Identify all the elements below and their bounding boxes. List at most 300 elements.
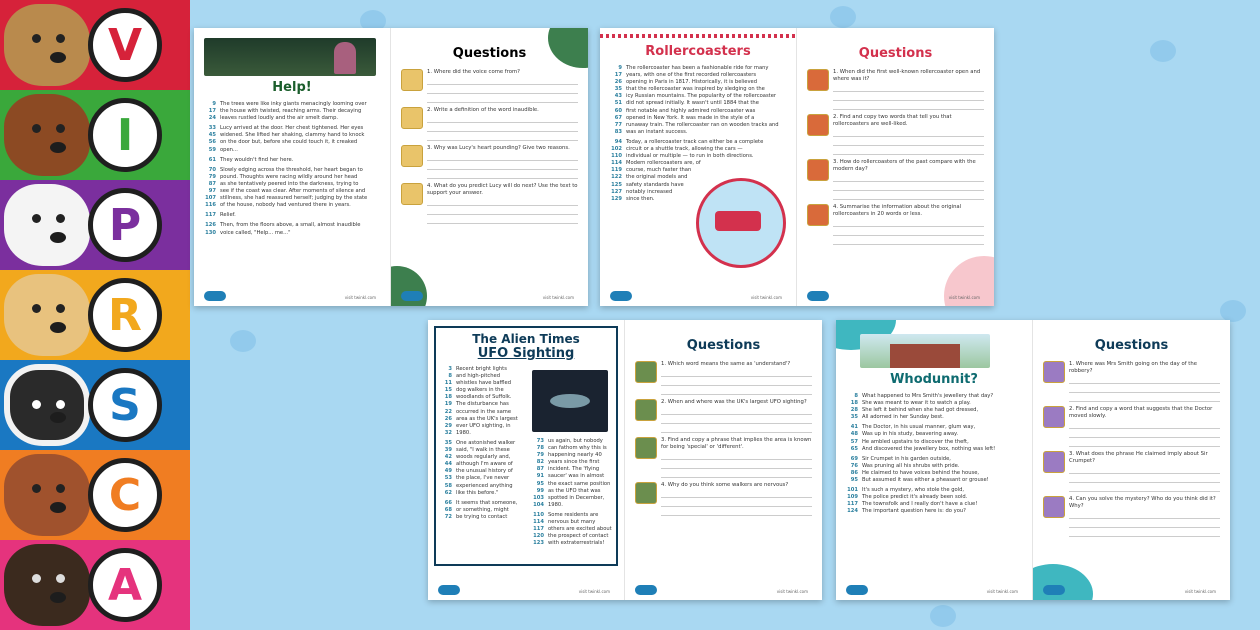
- line-number: 127: [611, 188, 622, 195]
- answer-line[interactable]: [661, 459, 812, 460]
- page-title: Help!: [272, 80, 312, 95]
- answer-line[interactable]: [661, 468, 812, 469]
- line-number: 117: [205, 212, 216, 219]
- document-whodunnit: [836, 320, 1230, 600]
- line-number: 114: [611, 160, 622, 167]
- text-line: [610, 122, 786, 129]
- text-line: [846, 431, 1022, 438]
- line-number: 26: [444, 415, 452, 422]
- line-text: incident. The 'flying: [548, 466, 600, 473]
- line-text: circuit or a shuttle track, allowing the cars —: [626, 146, 743, 153]
- answer-line[interactable]: [1069, 428, 1220, 429]
- question-text: 4. What do you predict Lucy will do next? Use the text to support your answer.: [427, 183, 578, 196]
- decorative-border: [600, 34, 796, 38]
- line-number: 68: [444, 506, 452, 513]
- question-item: [1043, 406, 1220, 447]
- line-number: 59: [208, 146, 216, 153]
- line-text: on the door but, before she could touch it, it creaked: [220, 139, 358, 146]
- line-number: 19: [444, 401, 452, 408]
- dog-illustration: [4, 454, 90, 536]
- twinkl-logo: [1043, 585, 1065, 595]
- answer-line[interactable]: [833, 145, 984, 146]
- line-number: 95: [536, 480, 544, 487]
- text-line: [532, 533, 622, 540]
- answer-line[interactable]: [427, 205, 578, 206]
- answer-line[interactable]: [1069, 383, 1220, 384]
- line-number: 78: [536, 445, 544, 452]
- questions-heading: Questions: [452, 46, 527, 61]
- vipers-letter-a: A: [88, 548, 162, 622]
- twinkl-logo: [610, 291, 632, 301]
- dog-avatar-icon: [807, 204, 829, 226]
- line-text: But assumed it was either a pheasant or grouse!: [862, 477, 989, 484]
- text-line: [532, 502, 622, 509]
- line-number: 48: [850, 431, 858, 438]
- twinkl-logo: [401, 291, 423, 301]
- ufo-saucer: [550, 394, 590, 408]
- line-number: 87: [208, 180, 216, 187]
- line-number: 102: [611, 146, 622, 153]
- coaster-car: [715, 211, 761, 231]
- text-line: [846, 407, 1022, 414]
- text-line: [532, 495, 622, 502]
- answer-line[interactable]: [661, 423, 812, 424]
- line-number: 79: [208, 173, 216, 180]
- answer-line[interactable]: [833, 154, 984, 155]
- text-line: [204, 157, 380, 164]
- house-illustration: [860, 334, 990, 368]
- line-text: like this before.": [456, 489, 499, 496]
- line-text: Was pruning all his shrubs with pride.: [862, 462, 960, 469]
- twinkl-logo: [807, 291, 829, 301]
- question-text: 2. Find and copy a word that suggests that the Doctor moved slowly.: [1069, 406, 1213, 419]
- line-text: spotted in December,: [548, 494, 605, 501]
- line-text: open...: [220, 146, 238, 153]
- text-line: [532, 488, 622, 495]
- question-item: [401, 107, 578, 141]
- line-number: 97: [208, 188, 216, 195]
- line-text: opened in New York. It was made in the style of a: [626, 114, 755, 121]
- answer-line[interactable]: [427, 93, 578, 94]
- answer-line[interactable]: [833, 136, 984, 137]
- house-building: [890, 344, 960, 368]
- dog-avatar-icon: [1043, 451, 1065, 473]
- text-line: [610, 167, 786, 174]
- line-text: He claimed to have voices behind the house,: [862, 469, 980, 476]
- text-line: [440, 468, 536, 475]
- text-line: [440, 507, 536, 514]
- line-text: the exact same position: [548, 480, 611, 487]
- dog-avatar-icon: [635, 437, 657, 459]
- line-number: 83: [614, 128, 622, 135]
- footer-text: visit twinkl.com: [1184, 589, 1216, 594]
- rollercoaster-illustration: [696, 178, 786, 268]
- line-number: 39: [444, 447, 452, 454]
- text-line: [846, 487, 1022, 494]
- answer-line[interactable]: [1069, 536, 1220, 537]
- line-number: 11: [444, 380, 452, 387]
- line-number: 56: [208, 139, 216, 146]
- text-line: [204, 147, 380, 154]
- question-text: 2. When and where was the UK's largest UFO sighting?: [661, 399, 807, 405]
- document-ufo-sighting: [428, 320, 822, 600]
- footer-text: visit twinkl.com: [776, 589, 808, 594]
- line-number: 82: [536, 459, 544, 466]
- answer-line[interactable]: [1069, 446, 1220, 447]
- text-line: [440, 430, 536, 437]
- text-line: [846, 414, 1022, 421]
- answer-line[interactable]: [427, 214, 578, 215]
- text-line: [204, 174, 380, 181]
- line-number: 76: [850, 462, 858, 469]
- question-text: 1. Where was Mrs Smith going on the day of the robbery?: [1069, 361, 1197, 374]
- text-line: [610, 139, 786, 146]
- line-text: see if the coast was clear. After moments of silence and: [220, 188, 366, 195]
- paw-print-icon: [1220, 300, 1246, 322]
- line-number: 94: [614, 138, 622, 145]
- line-number: 77: [614, 121, 622, 128]
- text-line: [204, 195, 380, 202]
- text-line: [532, 519, 622, 526]
- text-line: [846, 463, 1022, 470]
- line-text: woods regularly and,: [456, 454, 511, 461]
- line-number: 103: [533, 494, 544, 501]
- dog-avatar-icon: [1043, 361, 1065, 383]
- footer-text: visit twinkl.com: [542, 295, 574, 300]
- answer-line[interactable]: [833, 100, 984, 101]
- text-line: [846, 477, 1022, 484]
- band-c: [0, 450, 190, 540]
- text-line: [610, 72, 786, 79]
- line-number: 114: [533, 519, 544, 526]
- text-line: [440, 387, 536, 394]
- line-text: whistles have baffled: [456, 380, 512, 387]
- question-text: 1. Which word means the same as 'understand'?: [661, 361, 791, 367]
- line-number: 66: [444, 499, 452, 506]
- line-number: 119: [611, 167, 622, 174]
- answer-line[interactable]: [1069, 437, 1220, 438]
- answer-line[interactable]: [833, 190, 984, 191]
- answer-line[interactable]: [833, 226, 984, 227]
- question-text: 3. What does the phrase He claimed imply about Sir Crumpet?: [1069, 451, 1208, 464]
- paw-print-icon: [930, 605, 956, 627]
- line-number: 44: [444, 461, 452, 468]
- text-line: [846, 470, 1022, 477]
- article-column-1: [440, 366, 536, 521]
- answer-line[interactable]: [661, 376, 812, 377]
- answer-line[interactable]: [833, 235, 984, 236]
- line-number: 8: [448, 373, 452, 380]
- dog-illustration: [4, 4, 90, 86]
- line-number: 15: [444, 387, 452, 394]
- line-text: One astonished walker: [456, 439, 516, 446]
- answer-line[interactable]: [661, 432, 812, 433]
- question-item: [1043, 451, 1220, 492]
- text-page: [600, 28, 797, 306]
- line-text: 1980.: [548, 501, 563, 508]
- line-text: first notable and highly admired rollercoaster was: [626, 107, 756, 114]
- answer-line[interactable]: [661, 394, 812, 395]
- line-number: 51: [614, 100, 622, 107]
- line-number: 45: [208, 132, 216, 139]
- answer-line[interactable]: [427, 84, 578, 85]
- answer-line[interactable]: [1069, 401, 1220, 402]
- dog-avatar-icon: [401, 145, 423, 167]
- line-text: She was meant to wear it to watch a play.: [862, 400, 971, 407]
- text-line: [610, 86, 786, 93]
- answer-line[interactable]: [427, 140, 578, 141]
- text-line: [532, 438, 622, 445]
- line-text: The rollercoaster has been a fashionable ride for many: [626, 65, 769, 71]
- footer-text: visit twinkl.com: [344, 295, 376, 300]
- line-text: as the UFO that was: [548, 487, 601, 494]
- text-line: [440, 409, 536, 416]
- answer-line[interactable]: [661, 497, 812, 498]
- question-text: 3. Why was Lucy's heart pounding? Give two reasons.: [427, 145, 570, 151]
- line-text: It seems that someone,: [456, 499, 518, 506]
- line-text: or something, might: [456, 506, 509, 513]
- text-line: [846, 400, 1022, 407]
- ufo-illustration: [532, 370, 608, 432]
- question-item: [635, 437, 812, 478]
- text-line: [846, 439, 1022, 446]
- line-text: did not spread initially. It wasn't until 1884 that the: [626, 100, 759, 107]
- line-text: experienced anything: [456, 482, 513, 489]
- dog-avatar-icon: [807, 114, 829, 136]
- footer-text: visit twinkl.com: [750, 295, 782, 300]
- twinkl-logo: [635, 585, 657, 595]
- line-number: 87: [536, 466, 544, 473]
- line-text: happening nearly 40: [548, 452, 602, 459]
- text-line: [440, 490, 536, 497]
- line-text: the place, I've never: [456, 475, 510, 482]
- line-text: opening in Paris in 1817. Historically, it is believed: [626, 79, 758, 86]
- question-text: 2. Write a definition of the word inaudible.: [427, 107, 539, 113]
- dog-illustration: [4, 184, 90, 266]
- questions-page: [625, 320, 822, 600]
- vipers-letter-p: P: [88, 188, 162, 262]
- document-rollercoasters: [600, 28, 994, 306]
- vipers-letter-r: R: [88, 278, 162, 352]
- line-text: It's such a mystery, who stole the gold,: [862, 487, 965, 494]
- line-number: 123: [533, 540, 544, 547]
- line-number: 29: [444, 422, 452, 429]
- questions-list: [635, 361, 812, 516]
- line-text: safety standards have: [626, 181, 684, 188]
- dog-avatar-icon: [401, 69, 423, 91]
- dog-avatar-icon: [807, 69, 829, 91]
- paw-print-icon: [830, 6, 856, 28]
- line-number: 58: [444, 482, 452, 489]
- text-line: [532, 512, 622, 519]
- answer-line[interactable]: [1069, 392, 1220, 393]
- line-number: 86: [850, 469, 858, 476]
- answer-line[interactable]: [833, 181, 984, 182]
- question-text: 1. When did the first well-known rollercoaster open and where was it?: [833, 69, 981, 82]
- line-number: 57: [850, 438, 858, 445]
- text-line: [610, 160, 786, 167]
- question-item: [807, 204, 984, 245]
- line-text: The important question here is: do you?: [862, 508, 966, 515]
- answer-line[interactable]: [661, 515, 812, 516]
- twinkl-logo: [204, 291, 226, 301]
- newspaper-name: The Alien Times: [472, 332, 580, 346]
- text-line: [204, 108, 380, 115]
- line-number: 9: [212, 101, 216, 107]
- text-line: [532, 445, 622, 452]
- line-number: 17: [208, 108, 216, 115]
- band-a: [0, 540, 190, 630]
- line-number: 129: [611, 195, 622, 202]
- line-number: 3: [448, 366, 452, 372]
- text-line: [440, 394, 536, 401]
- dog-avatar-icon: [1043, 406, 1065, 428]
- line-number: 72: [444, 513, 452, 520]
- line-text: area as the UK's largest: [456, 415, 518, 422]
- line-text: notably increased: [626, 188, 673, 195]
- dog-avatar-icon: [401, 183, 423, 205]
- question-item: [1043, 361, 1220, 402]
- questions-page: [1033, 320, 1230, 600]
- question-item: [807, 69, 984, 110]
- text-line: [532, 540, 622, 547]
- line-text: The Doctor, in his usual manner, glum way,: [862, 424, 976, 431]
- line-number: 62: [444, 489, 452, 496]
- answer-line[interactable]: [661, 385, 812, 386]
- text-line: [204, 222, 380, 229]
- answer-line[interactable]: [833, 91, 984, 92]
- line-number: 70: [208, 166, 216, 173]
- answer-line[interactable]: [427, 102, 578, 103]
- text-line: [846, 424, 1022, 431]
- text-line: [610, 153, 786, 160]
- line-text: the unusual history of: [456, 468, 513, 475]
- line-number: 73: [536, 438, 544, 444]
- footer-text: visit twinkl.com: [986, 589, 1018, 594]
- questions-list: [401, 69, 578, 224]
- answer-line[interactable]: [661, 414, 812, 415]
- question-text: 1. Where did the voice come from?: [427, 69, 520, 75]
- question-item: [401, 69, 578, 103]
- line-number: 33: [208, 125, 216, 132]
- answer-line[interactable]: [1069, 473, 1220, 474]
- text-line: [610, 146, 786, 153]
- line-text: nervous but many: [548, 519, 596, 526]
- line-text: course, much faster than: [626, 167, 692, 174]
- line-number: 35: [614, 86, 622, 93]
- text-line: [440, 416, 536, 423]
- text-line: [440, 454, 536, 461]
- line-text: said, "I walk in these: [456, 447, 510, 454]
- line-number: 42: [444, 454, 452, 461]
- line-text: The disturbance has: [456, 401, 509, 408]
- line-number: 116: [205, 202, 216, 209]
- line-text: pound. Thoughts were racing wildly around her head: [220, 173, 358, 180]
- answer-line[interactable]: [661, 477, 812, 478]
- answer-line[interactable]: [427, 223, 578, 224]
- answer-line[interactable]: [833, 199, 984, 200]
- line-text: the original models and: [626, 174, 688, 181]
- question-item: [401, 183, 578, 224]
- text-line: [532, 473, 622, 480]
- answer-line[interactable]: [427, 160, 578, 161]
- line-number: 110: [611, 153, 622, 160]
- band-s: [0, 360, 190, 450]
- text-line: [204, 101, 380, 108]
- questions-heading: Questions: [1094, 338, 1169, 353]
- text-page: [194, 28, 391, 306]
- line-text: woodlands of Suffolk.: [456, 394, 512, 401]
- text-line: [440, 461, 536, 468]
- line-number: 18: [444, 394, 452, 401]
- line-text: Some residents are: [548, 511, 599, 518]
- answer-line[interactable]: [661, 506, 812, 507]
- line-number: 49: [444, 468, 452, 475]
- answer-line[interactable]: [427, 178, 578, 179]
- line-number: 9: [618, 65, 622, 71]
- line-text: with extraterrestrials!: [548, 540, 605, 547]
- questions-list: [1043, 361, 1220, 537]
- line-text: dog walkers in the: [456, 387, 504, 394]
- line-number: 41: [850, 424, 858, 431]
- line-text: The trees were like inky giants menacingly looming over: [220, 101, 367, 107]
- question-item: [1043, 496, 1220, 537]
- line-number: 22: [444, 408, 452, 415]
- line-text: of the house, nobody had ventured there in years.: [220, 202, 351, 209]
- answer-line[interactable]: [1069, 491, 1220, 492]
- line-text: Slowly edging across the threshold, her heart began to: [220, 166, 363, 173]
- text-line: [204, 115, 380, 122]
- line-number: 32: [444, 429, 452, 436]
- text-line: [846, 508, 1022, 515]
- line-number: 43: [614, 93, 622, 100]
- line-number: 130: [205, 229, 216, 236]
- question-item: [401, 145, 578, 179]
- line-number: 117: [847, 501, 858, 508]
- line-number: 126: [205, 222, 216, 229]
- answer-line[interactable]: [427, 131, 578, 132]
- line-text: was an instant success.: [626, 128, 688, 135]
- line-number: 120: [533, 533, 544, 540]
- dog-avatar-icon: [807, 159, 829, 181]
- dog-avatar-icon: [635, 361, 657, 383]
- footer-text: visit twinkl.com: [948, 295, 980, 300]
- text-line: [610, 93, 786, 100]
- text-line: [532, 526, 622, 533]
- document-help: [194, 28, 588, 306]
- text-line: [532, 459, 622, 466]
- answer-line[interactable]: [833, 244, 984, 245]
- text-line: [204, 212, 380, 219]
- line-text: stillness, she had reassured herself; judging by the state: [220, 195, 368, 202]
- answer-line[interactable]: [1069, 518, 1220, 519]
- answer-line[interactable]: [427, 122, 578, 123]
- text-line: [846, 393, 1022, 400]
- text-line: [846, 501, 1022, 508]
- question-item: [807, 114, 984, 155]
- vipers-letter-i: I: [88, 98, 162, 172]
- line-text: as she tentatively peered into the darkness, trying to: [220, 180, 359, 187]
- dog-illustration: [4, 364, 90, 446]
- answer-line[interactable]: [1069, 527, 1220, 528]
- line-text: The police predict it's already been sold.: [862, 494, 968, 501]
- text-line: [440, 500, 536, 507]
- answer-line[interactable]: [833, 109, 984, 110]
- answer-line[interactable]: [1069, 482, 1220, 483]
- answer-line[interactable]: [427, 169, 578, 170]
- question-item: [807, 159, 984, 200]
- line-number: 65: [850, 445, 858, 452]
